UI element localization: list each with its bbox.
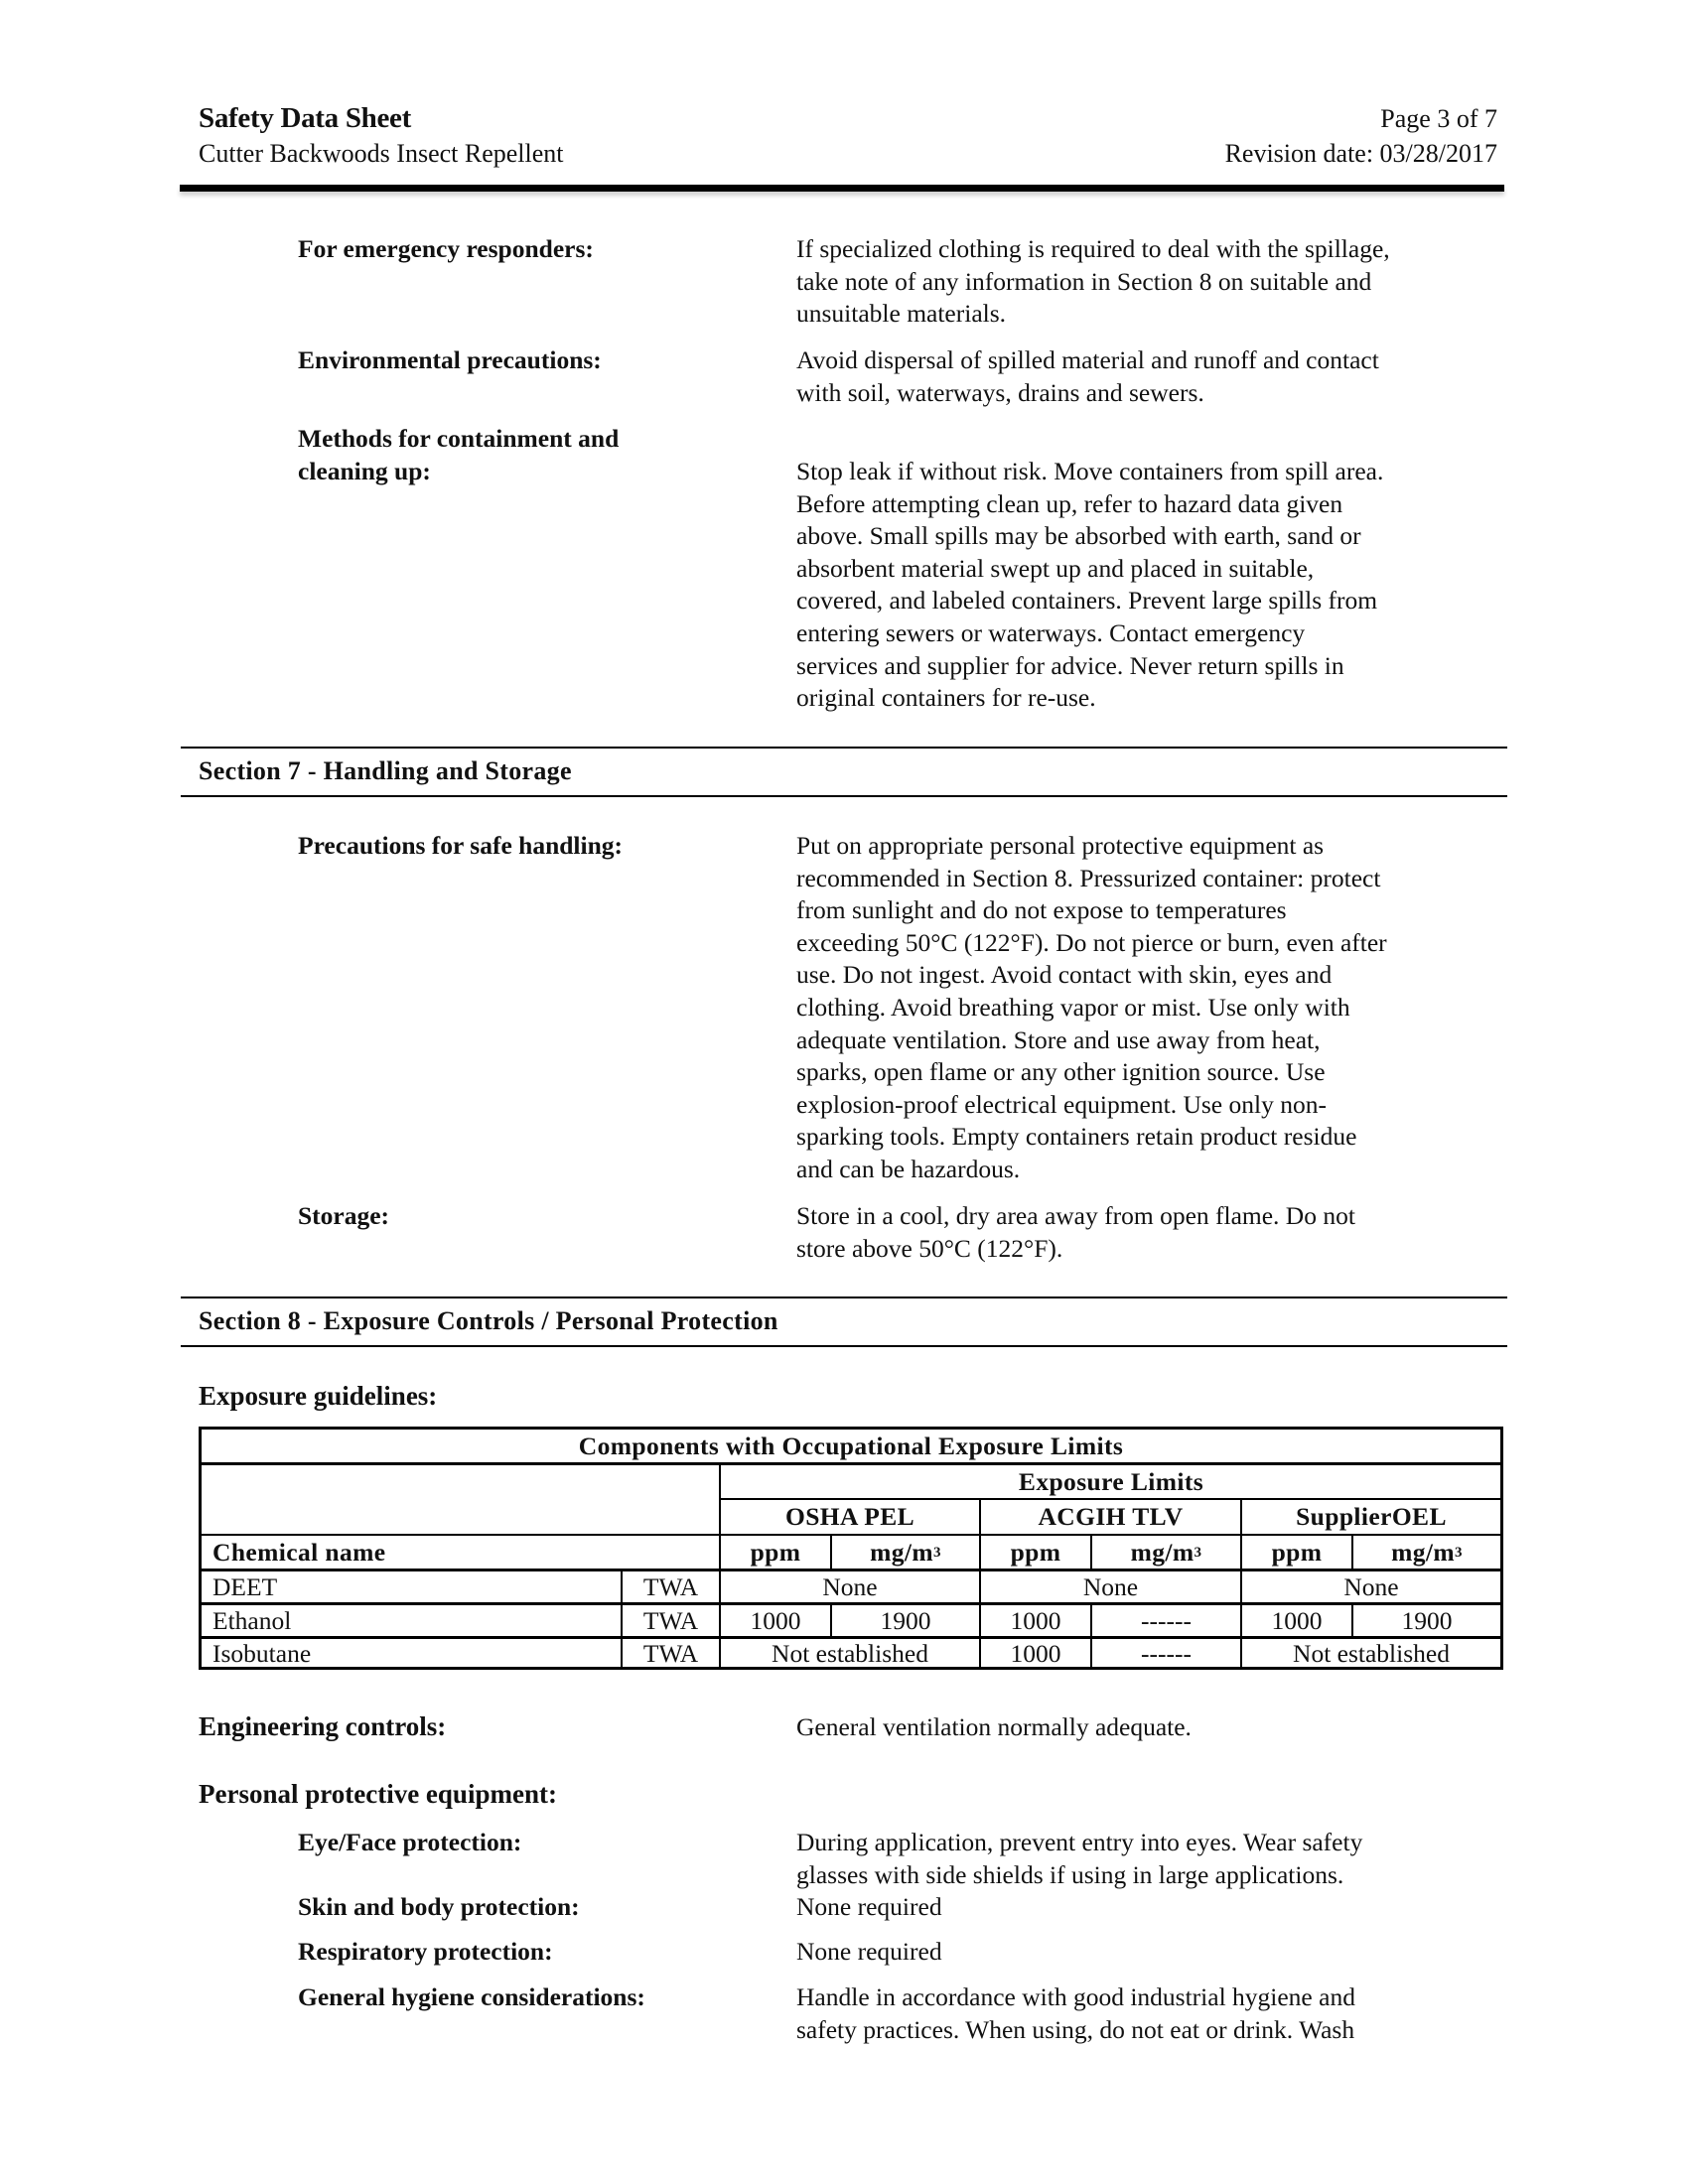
table-row-ethanol-acgih-ppm: 1000 [1010,1606,1061,1635]
ppe-label: Personal protective equipment: [199,1779,557,1809]
table-row-isobutane-acgih-mg: ------ [1141,1638,1192,1668]
text-line: covered, and labeled containers. Prevent large spills from [796,586,1378,615]
value-eye-face-protection [796,1827,1362,1891]
table-row-ethanol-osha-mg: 1900 [880,1606,931,1635]
text-line: use. Do not ingest. Avoid contact with skin, eyes and [796,960,1333,990]
unit-text: mg/m [870,1538,933,1567]
unit-mg-m3: mg/m 3 [1130,1538,1202,1567]
label-general-hygiene: General hygiene considerations: [298,1982,645,2011]
table-row-deet-acgih: None [1082,1572,1139,1601]
text-line: recommended in Section 8. Pressurized container: protect [796,863,1381,892]
table-row-deet-osha: None [822,1572,878,1601]
label-environmental-precautions: Environmental precautions: [298,345,602,374]
text-line: Put on appropriate personal protective equipment as [796,831,1325,860]
text-line: explosion-proof electrical equipment. Use only non- [796,1089,1327,1119]
header-rule [180,185,1504,192]
text-line: During application, prevent entry into eyes. Wear safety [796,1828,1363,1856]
exposure-guidelines-label: Exposure guidelines: [199,1381,438,1411]
text-line: store above 50°C (122°F). [796,1233,1063,1263]
label-containment-methods [298,423,619,487]
value-environmental-precautions [796,344,1379,409]
table-row-ethanol-supplier-ppm: 1000 [1271,1606,1323,1635]
value-emergency-responders [796,233,1390,331]
table-row-isobutane-type: TWA [642,1638,699,1668]
text-line: sparking tools. Empty containers retain product residue [796,1122,1357,1152]
section7-bottom-rule [181,795,1507,797]
text-line: Avoid dispersal of spilled material and runoff and contact [796,345,1379,374]
value-safe-handling [796,830,1387,1186]
engineering-controls-label: Engineering controls: [199,1711,447,1741]
text-line: Store in a cool, dry area away from open flame. Do not [796,1201,1355,1230]
text-line: above. Small spills may be absorbed with earth, sand or [796,521,1361,551]
unit-text: mg/m [1130,1538,1195,1567]
text-line: adequate ventilation. Store and use away from heat, [796,1024,1321,1054]
text-line: exceeding 50°C (122°F). Do not pierce or burn, even after [796,927,1387,957]
unit-ppm: ppm [1010,1538,1061,1567]
table-row-ethanol-acgih-mg: ------ [1141,1606,1192,1635]
unit-ppm: ppm [1271,1538,1323,1567]
table-row-ethanol-type: TWA [642,1606,699,1635]
table-row-isobutane-supplier: Not established [1293,1638,1450,1668]
product-name: Cutter Backwoods Insect Repellent [199,139,564,168]
label-line: cleaning up: [298,456,431,485]
value-skin-body-protection: None required [796,1892,942,1921]
section8-top-rule [181,1297,1507,1298]
text-line: from sunlight and do not expose to temperatures [796,895,1287,925]
label-eye-face-protection: Eye/Face protection: [298,1828,522,1856]
text-line: unsuitable materials. [796,299,1007,329]
label-respiratory-protection: Respiratory protection: [298,1937,553,1966]
label-skin-body-protection: Skin and body protection: [298,1892,580,1921]
table-row-deet-name: DEET [212,1572,278,1601]
section7-title: Section 7 - Handling and Storage [199,756,572,785]
text-line: with soil, waterways, drains and sewers. [796,377,1204,407]
exposure-limits-table [199,1427,1503,1670]
label-storage: Storage: [298,1201,390,1230]
unit-mg-m3: mg/m 3 [1391,1538,1463,1567]
value-containment-methods [796,456,1383,715]
text-line: entering sewers or waterways. Contact emergency [796,617,1306,647]
label-emergency-responders: For emergency responders: [298,234,594,263]
exposure-limits-header: Exposure Limits [1018,1466,1204,1496]
table-row-ethanol-name: Ethanol [212,1606,292,1635]
unit-ppm: ppm [750,1538,801,1567]
value-general-hygiene [796,1981,1355,2046]
value-respiratory-protection: None required [796,1937,942,1966]
agency-osha-pel: OSHA PEL [784,1502,915,1531]
label-line: Methods for containment and [298,424,620,453]
text-line: clothing. Avoid breathing vapor or mist. Use only with [796,992,1350,1022]
text-line: If specialized clothing is required to deal with the spillage, [796,234,1390,263]
text-line: safety practices. When using, do not eat or drink. Wash [796,2014,1355,2044]
text-line: and can be hazardous. [796,1154,1021,1183]
table-row-isobutane-name: Isobutane [212,1638,312,1668]
text-line: services and supplier for advice. Never return spills in [796,650,1344,680]
table-row-ethanol-osha-ppm: 1000 [750,1606,801,1635]
value-storage [796,1200,1355,1265]
table-row-isobutane-osha: Not established [772,1638,928,1668]
table-row-deet-type: TWA [642,1572,699,1601]
agency-acgih-tlv: ACGIH TLV [1038,1502,1184,1531]
table-row-ethanol-supplier-mg: 1900 [1401,1606,1453,1635]
table-row-isobutane-acgih-ppm: 1000 [1010,1638,1061,1668]
document-title: Safety Data Sheet [199,102,411,134]
table-row-deet-supplier: None [1343,1572,1399,1601]
text-line: glasses with side shields if using in large applications. [796,1859,1344,1889]
text-line: original containers for re-use. [796,683,1096,713]
text-line: Stop leak if without risk. Move containers from spill area. [796,457,1384,485]
table-title: Components with Occupational Exposure Limits [578,1431,1124,1460]
section7-top-rule [181,747,1507,749]
text-line: Before attempting clean up, refer to hazard data given [796,488,1343,518]
page-number: Page 3 of 7 [1380,104,1497,133]
text-line: sparks, open flame or any other ignition source. Use [796,1057,1326,1087]
text-line: take note of any information in Section 8 on suitable and [796,266,1372,296]
text-line: absorbent material swept up and placed in suitable, [796,553,1315,583]
text-line: Handle in accordance with good industrial hygiene and [796,1982,1355,2011]
engineering-controls-value: General ventilation normally adequate. [796,1712,1192,1741]
revision-date: Revision date: 03/28/2017 [1224,139,1497,168]
unit-text: mg/m [1391,1538,1455,1567]
section8-title: Section 8 - Exposure Controls / Personal Protection [199,1306,778,1335]
label-safe-handling: Precautions for safe handling: [298,831,624,860]
agency-supplier-oel: SupplierOEL [1296,1502,1447,1531]
section8-bottom-rule [181,1345,1507,1347]
chemical-name-header: Chemical name [212,1538,386,1567]
unit-mg-m3: mg/m 3 [870,1538,941,1567]
